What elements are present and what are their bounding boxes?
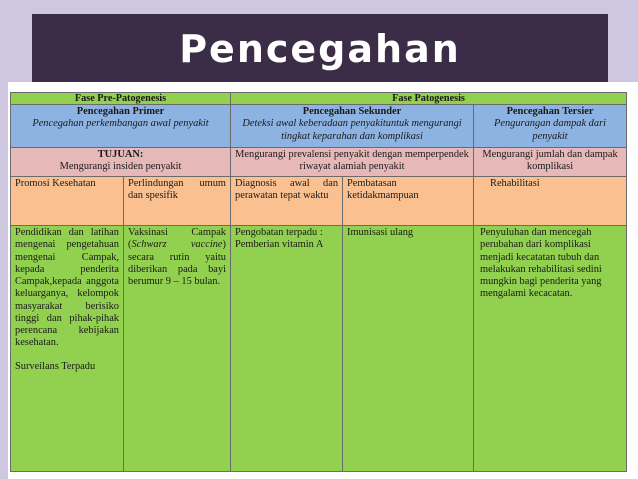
tujuan-heading: TUJUAN:: [97, 149, 144, 160]
prevention-tersier-heading: Pencegahan Tersier: [506, 106, 594, 117]
body-promosi-cell: [11, 226, 124, 472]
prevention-table-container: [10, 92, 626, 472]
body-perlindungan-text-a: Vaksinasi Campak (: [128, 227, 227, 251]
tujuan-primer-cell: [11, 148, 231, 177]
subheader-pembatasan: Pembatasan ketidakmampuan: [343, 177, 474, 226]
body-rehabilitasi-cell: Penyuluhan dan mencegah perubahan dari komplikasi menjadi kecatatan tubuh dan melakukan rehabilitasi sedini mungkin bagi penderita yang mengalami kecacatan.: [474, 226, 627, 472]
body-promosi-surveilans: Surveilans Terpadu: [15, 360, 96, 372]
slide-side-accent: [0, 82, 8, 479]
prevention-sekunder-heading: Pencegahan Sekunder: [302, 106, 402, 117]
tujuan-primer-text: Mengurangi insiden penyakit: [59, 161, 182, 173]
prevention-primer-subtitle: Pencegahan perkembangan awal penyakit: [32, 118, 209, 130]
prevention-sekunder-cell: [231, 105, 474, 148]
prevention-sekunder-subtitle: Deteksi awal keberadaan penyakituntuk mengurangi tingkat keparahan dan komplikasi: [242, 118, 462, 142]
title-band: [32, 14, 608, 82]
body-diagnosis-cell: Pengobatan terpadu : Pemberian vitamin A: [231, 226, 343, 472]
subheader-diagnosis: Diagnosis awal dan perawatan tepat waktu: [231, 177, 343, 226]
body-promosi-text: Pendidikan dan latihan mengenai pengetahuan mengenai Campak, kepada penderita Campak,kepada anggota keluarganya, kelompok masyarakat berisiko tinggi dan pihak-pihak perencana kebijakan kesehatan.: [15, 227, 119, 349]
body-perlindungan-text-b: ) secara rutin yaitu diberikan pada bayi berumur 9 – 15 bulan.: [128, 239, 227, 288]
phase-header-patogenesis: Fase Patogenesis: [231, 93, 627, 105]
body-pembatasan-cell: Imunisasi ulang: [343, 226, 474, 472]
subheader-perlindungan: Perlindungan umum dan spesifik: [124, 177, 231, 226]
slide-title: Pencegahan: [179, 27, 461, 71]
tujuan-sekunder-cell: Mengurangi prevalensi penyakit dengan memperpendek riwayat alamiah penyakit: [231, 148, 474, 177]
body-perlindungan-cell: [124, 226, 231, 472]
prevention-primer-cell: [11, 105, 231, 148]
subheader-promosi: Promosi Kesehatan: [11, 177, 124, 226]
body-perlindungan-vaccine-name: Schwarz vaccine: [131, 239, 223, 251]
phase-header-pre-patogenesis: Fase Pre-Patogenesis: [11, 93, 231, 105]
subheader-rehabilitasi: Rehabilitasi: [474, 177, 627, 226]
prevention-tersier-cell: [474, 105, 627, 148]
tujuan-tersier-cell: Mengurangi jumlah dan dampak komplikasi: [474, 148, 627, 177]
prevention-tersier-subtitle: Pengurangan dampak dari penyakit: [494, 118, 606, 142]
prevention-primer-heading: Pencegahan Primer: [76, 106, 165, 117]
prevention-table: [10, 92, 627, 472]
